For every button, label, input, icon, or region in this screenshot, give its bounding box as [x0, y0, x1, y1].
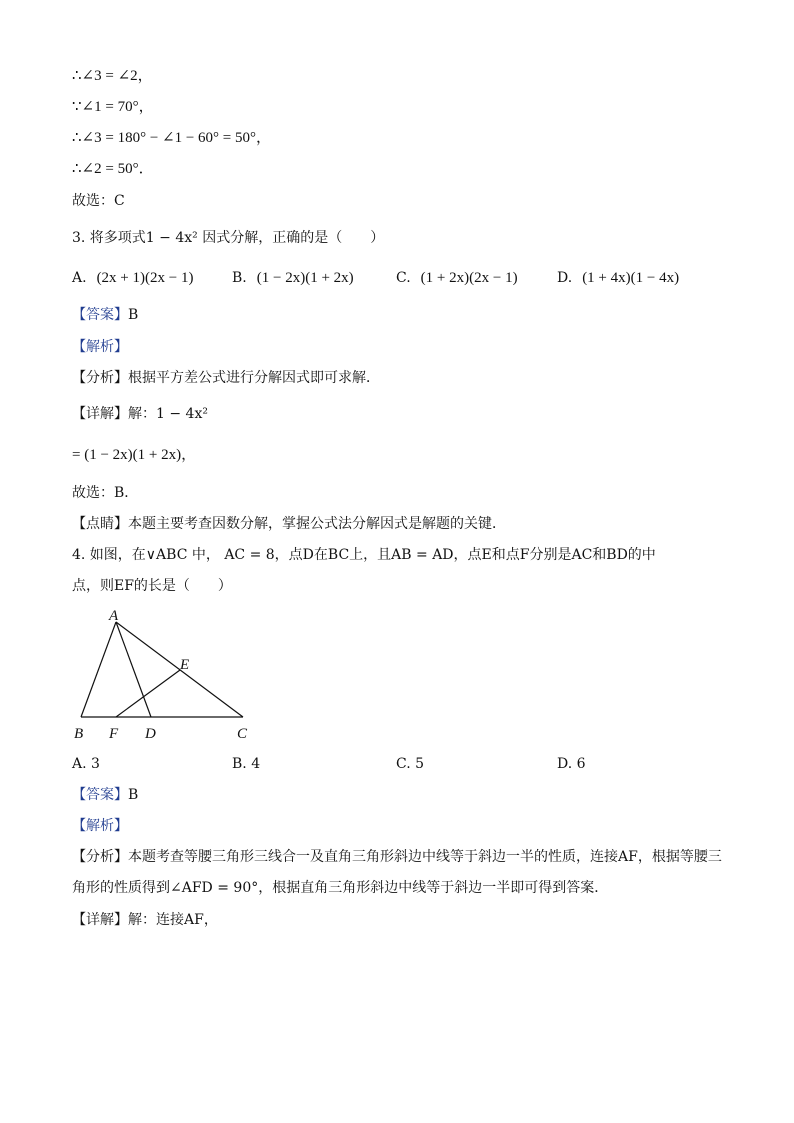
option-value: 6 — [576, 756, 586, 772]
q3-xiangjie — [72, 405, 208, 423]
q3-option-c — [396, 269, 518, 287]
label-e: E — [180, 657, 190, 673]
xiangjie-tag: 【详解】 — [72, 912, 128, 928]
q3-stem: 3. 将多项式1 − 4x² 因式分解，正确的是（ ） — [72, 230, 385, 246]
solution-line-2: ∵∠1 = 70°， — [72, 99, 154, 115]
choice-line: 故选：C — [72, 193, 125, 209]
option-value: 5 — [415, 756, 425, 772]
triangle-figure — [68, 604, 258, 744]
xiangjie-tag: 【详解】 — [72, 406, 128, 422]
option-value: (1 − 2x)(1 + 2x) — [256, 270, 354, 286]
solution-line-3: ∴∠3 = 180° − ∠1 − 60° = 50°， — [72, 130, 272, 146]
label-d: D — [145, 726, 156, 742]
label-c: C — [237, 726, 248, 742]
option-key: A. — [72, 756, 87, 772]
option-key: A. — [72, 270, 87, 286]
option-value: 3 — [91, 756, 100, 772]
fenxi-text: 根据平方差公式进行分解因式即可求解． — [128, 370, 380, 386]
option-value: (2x + 1)(2x − 1) — [96, 270, 194, 286]
option-value: (1 + 4x)(1 − 4x) — [582, 270, 680, 286]
q3-fenxi — [72, 369, 380, 387]
segment-ad — [116, 622, 151, 717]
q4-answer — [72, 786, 138, 804]
answer-tag: 【答案】 — [72, 307, 128, 323]
fenxi-tag: 【分析】 — [72, 849, 128, 865]
xiangjie-text: 解：1 − 4x² — [128, 406, 208, 422]
option-key: C. — [396, 270, 411, 286]
answer-tag: 【答案】 — [72, 787, 128, 803]
dianjing-tag: 【点睛】 — [72, 516, 128, 532]
option-key: D. — [557, 270, 573, 286]
q3-answer — [72, 306, 138, 324]
q4-option-d — [557, 755, 586, 773]
dianjing-text: 本题主要考查因数分解，掌握公式法分解因式是解题的关键． — [128, 516, 506, 532]
solution-line-4: ∴∠2 = 50°． — [72, 161, 154, 177]
label-a: A — [109, 608, 119, 624]
option-value: (1 + 2x)(2x − 1) — [420, 270, 518, 286]
option-key: B. — [232, 270, 247, 286]
q3-option-a — [72, 269, 193, 287]
q3-option-b — [232, 269, 354, 287]
q4-option-a — [72, 755, 100, 773]
q4-xiangjie — [72, 911, 218, 929]
fenxi-text: 本题考查等腰三角形三线合一及直角三角形斜边中线等于斜边一半的性质，连接AF，根据等腰三 — [128, 849, 722, 865]
xiangjie-text: 解：连接AF， — [128, 912, 218, 928]
q4-option-c — [396, 755, 424, 773]
label-b: B — [74, 726, 84, 742]
fenxi-tag: 【分析】 — [72, 370, 128, 386]
q4-option-b — [232, 755, 260, 773]
q4-analysis-tag: 【解析】 — [72, 818, 128, 834]
solution-line-1: ∴∠3 = ∠2， — [72, 68, 153, 84]
option-key: B. — [232, 756, 247, 772]
q4-stem-line-1: 4. 如图，在∨ABC 中， AC = 8，点D在BC上，且AB = AD，点E和点F分别是AC和BD的中 — [72, 547, 656, 563]
option-key: C. — [396, 756, 411, 772]
q3-analysis-tag: 【解析】 — [72, 339, 128, 355]
q4-fenxi-line-2: 角形的性质得到∠AFD = 90°，根据直角三角形斜边中线等于斜边一半即可得到答案． — [72, 880, 609, 896]
q4-fenxi-line-1 — [72, 848, 722, 866]
label-f: F — [109, 726, 119, 742]
option-value: 4 — [251, 756, 261, 772]
answer-value: B — [128, 307, 139, 323]
q3-step: = (1 − 2x)(1 + 2x)， — [72, 447, 197, 463]
q3-dianjing — [72, 515, 506, 533]
q4-stem-line-2: 点，则EF的长是（ ） — [72, 578, 232, 594]
q3-choice: 故选：B． — [72, 485, 139, 501]
segment-ab — [81, 622, 116, 717]
answer-value: B — [128, 787, 139, 803]
option-key: D. — [557, 756, 573, 772]
q3-option-d — [557, 269, 679, 287]
